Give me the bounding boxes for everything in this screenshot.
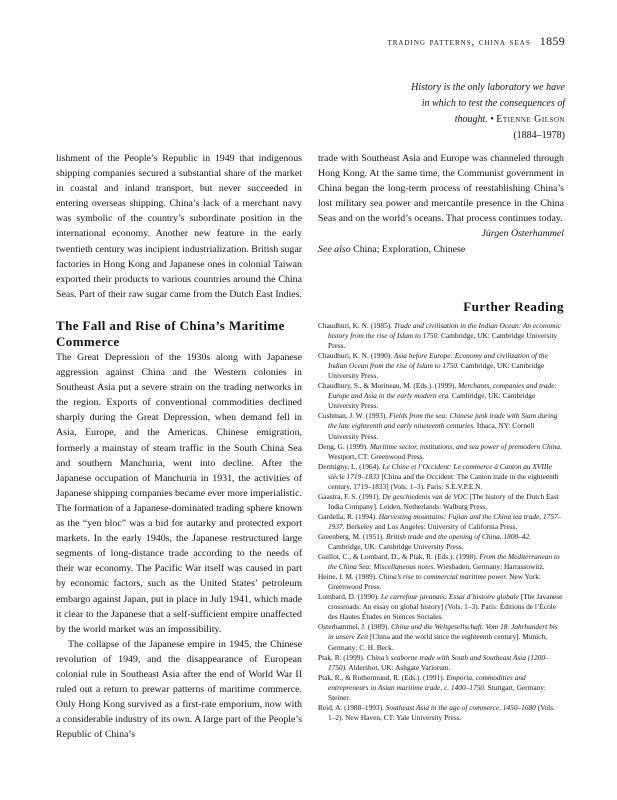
author-signature: Jürgen Osterhammel: [481, 228, 564, 240]
reference-item: Chaudhuri, K. N. (1985). Trade and civilisation in the Indian Ocean: An economic history from the rise of Islam to 1750. Cambridge, UK: Cambridge University Press.: [318, 321, 561, 351]
reference-item: Osterhammel, J. (1989). China und die Weltgesellschaft. Vom 18. Jahrhundert bis in unsere Zeit [China and the world since the eighteenth century]. Munich, Germany: C. H. Beck.: [318, 622, 558, 652]
reference-item: Reid, A. (1988–1993). Southeast Asia in the age of commerce, 1450–1680 (Vols. 1–2). New Haven, CT: Yale University Press.: [318, 702, 555, 722]
column-left-body: [56, 350, 302, 742]
reference-item: Ptak, R., & Rothermund, R. (Eds.). (1991). Emporia, commodities and entrepreneurs in Asian maritime trade, c. 1400–1750. Stuttgart, Germany: Steiner.: [318, 672, 546, 702]
reference-item: Heine, I. M. (1989). China’s rise to commercial maritime power. New York: Greenwood Press.: [318, 572, 541, 592]
reference-item: Dermigny, L. (1964). Le Chine et l’Occident: Le commerce à Canton au XVIIIe siècle 1719–1833 [China and the Occident: The Canton trade in the eighteenth century, 1719–1833] (Vols. 1–3). Paris: S.E.V.P.E.N.: [318, 461, 559, 491]
reference-item: Gardella, R. (1994). Harvesting mountains: Fujian and the China tea trade, 1757–1937. Berkeley and Los Angeles: University of California Press.: [318, 511, 562, 531]
reference-item: Deng, G. (1999). Maritime sector, institutions, and sea power of premodern China. Westport, CT: Greenwood Press.: [318, 441, 562, 461]
epigraph: [305, 80, 565, 144]
reference-item: Cushman, J. W. (1993). Fields from the sea: Chinese junk trade with Siam during the late eighteenth and early nineteenth centuries. Ithaca, NY: Cornell University Press.: [318, 411, 558, 441]
body-paragraph: The collapse of the Japanese empire in 1945, the Chinese revolution of 1949, and the disappearance of European colonial rule in Southeast Asia after the end of World War II ruled out a return to prewar patterns of maritime commerce. Only Hong Kong survived as a first-rate emporium, now with a considerable industry of its own. A large part of the People’s Republic of China’s: [56, 638, 302, 741]
see-also-links: China; Exploration, Chinese: [353, 243, 466, 255]
running-header: [387, 34, 565, 49]
reference-item: Chaudhuri, K. N. (1990). Asia before Europe: Economy and civilization of the Indian Ocean from the rise of Islam to 1750. Cambridge, UK: Cambridge University Press.: [318, 351, 548, 381]
body-paragraph: trade with Southeast Asia and Europe was channeled through Hong Kong. At the same time, the Communist government in China began the long-term process of reestablishing China’s lost military sea power and mercantile presence in the China Seas and on the world’s oceans. That process continues today.: [318, 153, 564, 225]
bullet-icon: •: [490, 114, 494, 125]
body-paragraph: The Great Depression of the 1930s along with Japanese aggression against China and the Western colonies in Southeast Asia put a severe strain on the trading networks in the region. Exports of conventional commodities declined sharply during the Great Depression, when demand fell in Asia, Europe, and the Americas. Chinese emigration, formerly a mainstay of steam traffic in the South China Sea and southern Manchuria, went into decline. After the Japanese occupation of Manchuria in 1931, the activities of Japanese shipping companies became ever more imperialistic. The formation of a Japanese-dominated trading sphere known as the “yen bloc” was a bid for autarky and protected export markets. In the early 1940s, the Japanese restructured large segments of long-distance trade according to the needs of their war economy. The Pacific War itself was caused in part by economic factors, such as the United States’ petroleum embargo against Japan, put in place in July 1941, which made it clear to the Japanese that a self-sufficient empire unaffected by the world market was an impossibility.: [56, 352, 302, 635]
reference-item: Chaudhury, S., & Morineau, M. (Eds.). (1999). Merchants, companies and trade: Europe and Asia in the early modern era. Cambridge, UK: Cambridge University Press.: [318, 381, 557, 411]
see-also-label: See also: [318, 243, 351, 255]
column-left-top: [56, 151, 302, 302]
reference-item: Guillot, C., & Lombard, D., & Ptak, R. (Eds.). (1998). From the Mediterranean to the China Sea: Miscellaneous notes. Wiesbaden, Germany: Harrassowitz.: [318, 552, 560, 572]
quote-line: History is the only laboratory we have: [411, 82, 565, 93]
reference-list: [318, 321, 564, 723]
page-number: 1859: [539, 34, 565, 48]
further-reading-heading: Further Reading: [463, 299, 564, 314]
reference-item: Ptak, R. (1999). China’s seaborne trade with South and Southeast Asia (1200–1750). Aldershot, UK: Ashgate Variorum.: [318, 652, 549, 672]
quote-line-attribution: thought. • Etienne Gilson: [454, 114, 565, 125]
quote-author-years: (1884–1978): [513, 130, 565, 141]
see-also: [318, 242, 564, 257]
quote-author: Etienne Gilson: [496, 114, 565, 125]
reference-item: Lombard, D. (1990). Le carrefour javanais: Essai d’histoire globale [The Javanese crossroads: An essay on global history] (Vols. 1–3). Paris: Éditions de l’École des Hautes Études en Siences Sociales.: [318, 592, 563, 622]
body-paragraph: lishment of the People’s Republic in 1949 that indigenous shipping companies secured a substantial share of the market in coastal and inland transport, but never succeeded in entering overseas shipping. China’s lack of a merchant navy was symbolic of the country’s subordinate position in the international economy. Another new feature in the early twentieth century was incipient industrialization. British sugar factories in Hong Kong and Japanese ones in colonial Taiwan exported their products to various countries around the China Seas. Part of their raw sugar came from the Dutch East Indies.: [56, 153, 302, 300]
section-title-header: trading patterns, china seas: [387, 37, 531, 48]
column-right: [318, 151, 564, 257]
quote-line: in which to test the consequences of: [421, 98, 565, 109]
reference-item: Gaastra, F. S. (1991). De geschiedenis van de VOC [The history of the Dutch East India Company]. Leiden, Netherlands: Walburg Press.: [318, 491, 559, 511]
section-heading: The Fall and Rise of China’s Maritime Commerce: [56, 318, 285, 349]
reference-item: Greenberg, M. (1951). British trade and the opening of China, 1800–42. Cambridge, UK: Cambridge University Press.: [318, 531, 532, 552]
